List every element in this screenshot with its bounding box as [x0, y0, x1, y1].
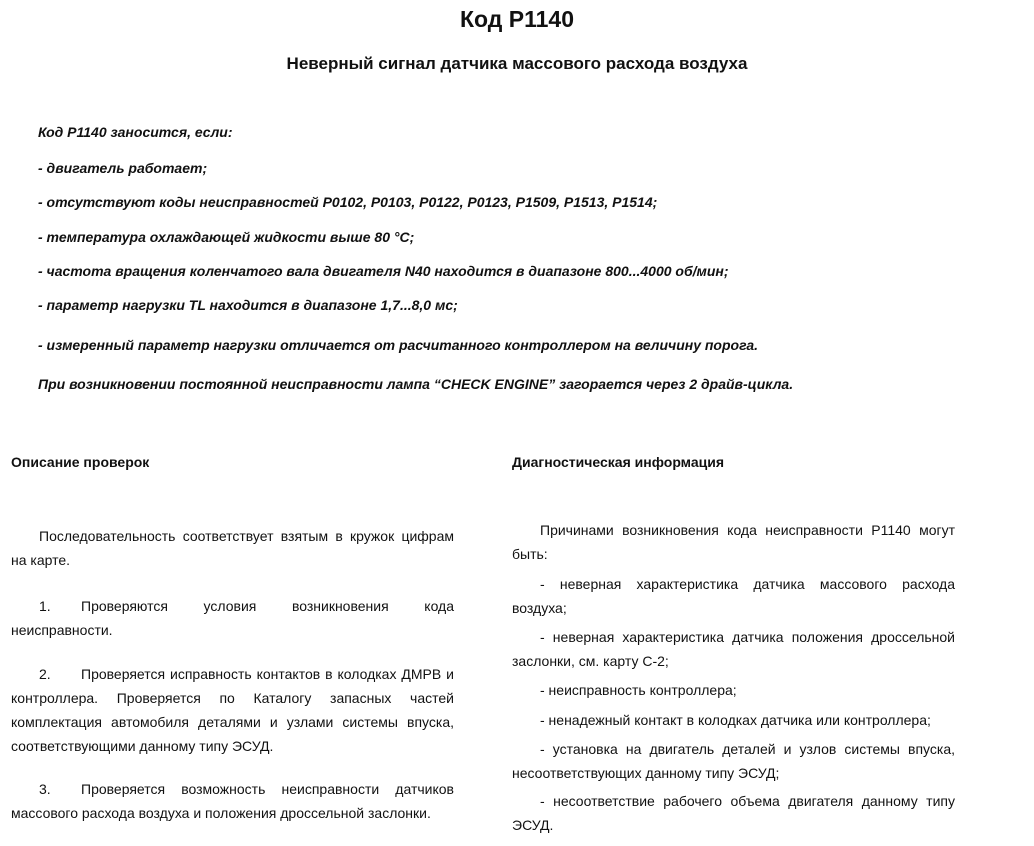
cause-maf-characteristic: - неверная характеристика датчика массового расхода воздуха;	[512, 576, 955, 616]
check-step-2	[11, 662, 454, 758]
condition-coolant-temp: - температура охлаждающей жидкости выше 80 °С;	[38, 229, 415, 245]
cause-engine-displacement: - несоответствие рабочего объема двигателя данному типу ЭСУД.	[512, 793, 955, 833]
checks-heading: Описание проверок	[11, 454, 150, 470]
condition-engine-speed: - частота вращения коленчатого вала двигателя N40 находится в диапазоне 800...4000 об/мин;	[38, 263, 729, 279]
condition-load-range: - параметр нагрузки TL находится в диапазоне 1,7...8,0 мс;	[38, 297, 458, 313]
cause-bad-contact: - ненадежный контакт в колодках датчика или контроллера;	[540, 712, 931, 728]
condition-engine-running: - двигатель работает;	[38, 160, 208, 176]
check-engine-note: При возникновении постоянной неисправности лампа “CHECK ENGINE” загорается через 2 драйв-цикла.	[38, 376, 794, 392]
diagnostics-intro: Причинами возникновения кода неисправности Р1140 могут быть:	[512, 522, 955, 562]
checks-intro: Последовательность соответствует взятым в кружок цифрам на карте.	[11, 528, 454, 568]
check-step-number: 1.	[39, 598, 51, 614]
page-title: Код Р1140	[459, 6, 574, 32]
check-step-number: 3.	[39, 781, 51, 797]
check-step-number: 2.	[39, 666, 51, 682]
cause-controller-fault: - неисправность контроллера;	[540, 682, 737, 698]
page-subtitle: Неверный сигнал датчика массового расхода воздуха	[286, 54, 748, 73]
diagnostics-heading: Диагностическая информация	[512, 454, 725, 470]
check-step-3	[11, 777, 454, 825]
condition-no-codes: - отсутствуют коды неисправностей Р0102, Р0103, Р0122, Р0123, Р1509, Р1513, Р1514;	[38, 194, 658, 210]
condition-load-deviation: - измеренный параметр нагрузки отличается от расчитанного контроллером на величину порога.	[38, 337, 759, 353]
cause-tps-characteristic: - неверная характеристика датчика положения дроссельной заслонки, см. карту С-2;	[512, 629, 955, 669]
check-step-1	[11, 594, 454, 642]
check-step-text: Проверяется возможность неисправности датчиков массового расхода воздуха и положения дроссельной заслонки.	[11, 781, 454, 821]
check-step-text: Проверяется исправность контактов в колодках ДМРВ и контроллера. Проверяется по Каталогу запасных частей комплектация автомобиля деталями и узлами системы впуска, соответствующими данному типу ЭСУД.	[11, 666, 454, 754]
conditions-intro: Код Р1140 заносится, если:	[38, 124, 233, 140]
check-step-text: Проверяются условия возникновения кода неисправности.	[11, 598, 454, 638]
cause-wrong-intake-parts: - установка на двигатель деталей и узлов системы впуска, несоответствующих данному типу ЭСУД;	[512, 741, 955, 781]
